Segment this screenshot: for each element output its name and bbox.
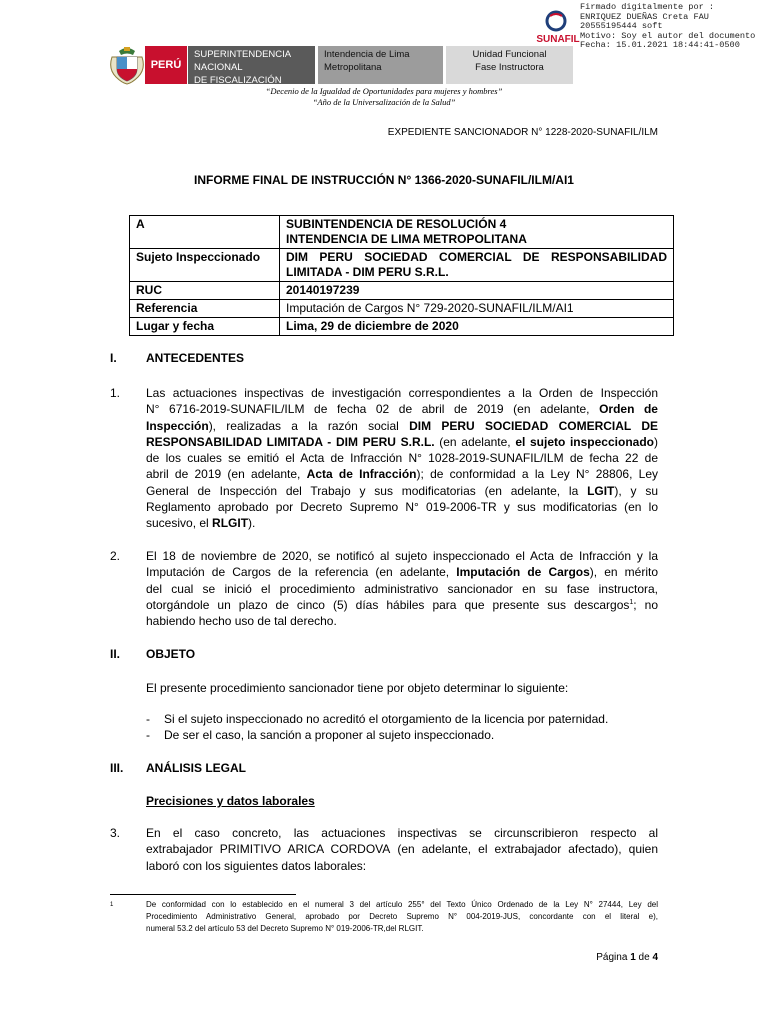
bullet-item: De ser el caso, la sanción a proponer al sujeto inspeccionado. [164,728,495,742]
objeto-intro: El presente procedimiento sancionador tiene por objeto determinar lo siguiente: [146,681,569,695]
table-key: Sujeto Inspeccionado [130,249,280,282]
header-box-line: Unidad Funcional [472,49,547,60]
section-number: II. [110,647,121,661]
text-line: Imputación de Cargos de la referencia (en adelante, Imputación de Cargos), en mérito [146,565,658,580]
table-key: Lugar y fecha [130,318,280,336]
text-line: sucesivo, el RLGIT). [146,516,256,531]
table-value-line: DIM PERU SOCIEDAD COMERCIAL DE RESPONSABILIDAD [286,250,667,264]
header-box-sunafil [188,46,315,99]
info-table [129,215,674,336]
table-key: A [130,216,280,249]
paragraph-number: 2. [110,549,121,563]
header-box-line: SUPERINTENDENCIA NACIONAL [194,49,291,73]
section-number: I. [110,351,117,365]
text-line: habiendo hecho uso de tal derecho. [146,614,337,629]
table-row [130,300,674,318]
paragraph-1 [146,385,658,532]
page-number: Página 1 de 4 [596,952,658,963]
section-title: ANTECEDENTES [146,351,245,365]
footnote-text [146,899,658,935]
bullet-marker: - [146,712,150,726]
document-title: INFORME FINAL DE INSTRUCCIÓN N° 1366-2020-SUNAFIL/ILM/AI1 [194,173,574,187]
table-value [280,216,674,249]
signature-line: 20555195444 soft [580,21,663,32]
table-key: RUC [130,282,280,300]
signature-line: Fecha: 15.01.2021 18:44:41-0500 [580,40,740,51]
bullet-item: Si el sujeto inspeccionado no acreditó el otorgamiento de la licencia por paternidad. [164,712,609,726]
header-box-line: Fase Instructora [475,62,544,73]
footnote-ref: 1 [629,598,634,606]
peru-label: PERÚ [145,46,187,84]
expediente-number: EXPEDIENTE SANCIONADOR N° 1228-2020-SUNAFIL/ILM [387,127,658,138]
table-value [280,249,674,282]
table-row [130,216,674,249]
table-value-line: INTENDENCIA DE LIMA METROPOLITANA [286,232,527,246]
signature-line: Motivo: Soy el autor del documento [580,30,756,41]
table-value-line: SUBINTENDENCIA DE RESOLUCIÓN 4 [286,217,507,231]
paragraph-number: 1. [110,386,121,400]
decenio-line: “Decenio de la Igualdad de Oportunidades para mujeres y hombres” [265,86,503,96]
header-box-line: DE FISCALIZACIÓN LABORAL [194,75,282,99]
footnote-line: Procedimiento Administrativo General, aprobado por Decreto Supremo N° 004-2019-JUS, concordante con el literal e), [146,912,658,921]
decenio-line: “Año de la Universalización de la Salud” [312,97,456,107]
text-line: extrabajador PRIMITIVO ARICA CORDOVA (en adelante, el extrabajador afectado), quien [146,842,659,857]
text-line: otorgándole un plazo de cinco (5) días hábiles para que presente sus descargos$^1$; no [146,597,658,612]
text-line: Reglamento aprobado por Decreto Supremo N° 019-2006-TR y sus modificatorias (en lo [146,500,658,515]
text-line: laboró con los siguientes datos laborales: [146,858,367,873]
section-title: OBJETO [146,647,196,661]
table-row [130,249,674,282]
bullet-marker: - [146,728,150,742]
footnote-mark: 1 [110,902,114,908]
paragraph-number: 3. [110,826,121,840]
section-number: III. [110,761,124,775]
header-box-line: Intendencia de Lima [324,49,410,60]
text-line: RESPONSABILIDAD LIMITADA - DIM PERU S.R.L. (en adelante, el sujeto inspeccionado) [146,434,658,449]
decenio-text [0,86,768,108]
sunafil-logo-text: SUNAFIL [536,34,580,45]
text-line: General de Inspección del Trabajo y sus modificatorias (en adelante, la LGIT), y su [146,483,658,498]
digital-signature [580,3,755,51]
section-title: ANÁLISIS LEGAL [146,761,247,775]
table-value-line: LIMITADA - DIM PERU S.R.L. [286,265,449,279]
table-row [130,282,674,300]
table-row [130,318,674,336]
text-line: Inspección), realizadas a la razón social DIM PERU SOCIEDAD COMERCIAL DE [146,418,658,433]
text-line: de los cuales se emitió el Acta de Infracción N° 1028-2019-SUNAFIL/ILM de fecha 22 de [146,451,658,466]
text-line: del cual se inició el procedimiento administrativo sancionador en su fase instructora, [146,581,658,596]
header-box-line: Metropolitana [324,62,382,73]
text-line: N° 6716-2019-SUNAFIL/ILM de fecha 02 de abril de 2019 (en adelante, Orden de [146,402,658,417]
header-box-unidad [446,46,573,84]
paragraph-2 [146,548,658,629]
header-box-intendencia [318,46,443,84]
table-value: Imputación de Cargos N° 729-2020-SUNAFIL/ILM/AI1 [280,300,674,318]
subheading: Precisiones y datos laborales [146,794,315,808]
text-line: abril de 2019 (en adelante, Acta de Infracción); de conformidad a la Ley N° 28806, Ley [146,467,659,482]
footnote-divider [110,894,296,895]
text-line: En el caso concreto, las actuaciones inspectivas se circunscribieron respecto al [146,826,658,840]
signature-line: ENRIQUEZ DUEÑAS Creta FAU [580,11,709,22]
table-value: Lima, 29 de diciembre de 2020 [280,318,674,336]
coat-of-arms-icon [108,43,146,85]
footnote-line: De conformidad con lo establecido en el numeral 3 del artículo 255° del Texto Único Ordenado de la Ley N° 27444, Ley del [146,900,658,909]
table-value: 20140197239 [280,282,674,300]
signature-line: Firmado digitalmente por : [580,2,715,12]
paragraph-3 [146,825,658,874]
table-key: Referencia [130,300,280,318]
text-line: Las actuaciones inspectivas de investigación correspondientes a la Orden de Inspección [146,386,658,400]
sunafil-logo [536,8,580,46]
text-line: El 18 de noviembre de 2020, se notificó al sujeto inspeccionado el Acta de Infracción y la [146,549,658,563]
footnote-line: numeral 53.2 del artículo 53 del Decreto Supremo N° 019-2006-TR,del RLGIT. [146,924,424,933]
